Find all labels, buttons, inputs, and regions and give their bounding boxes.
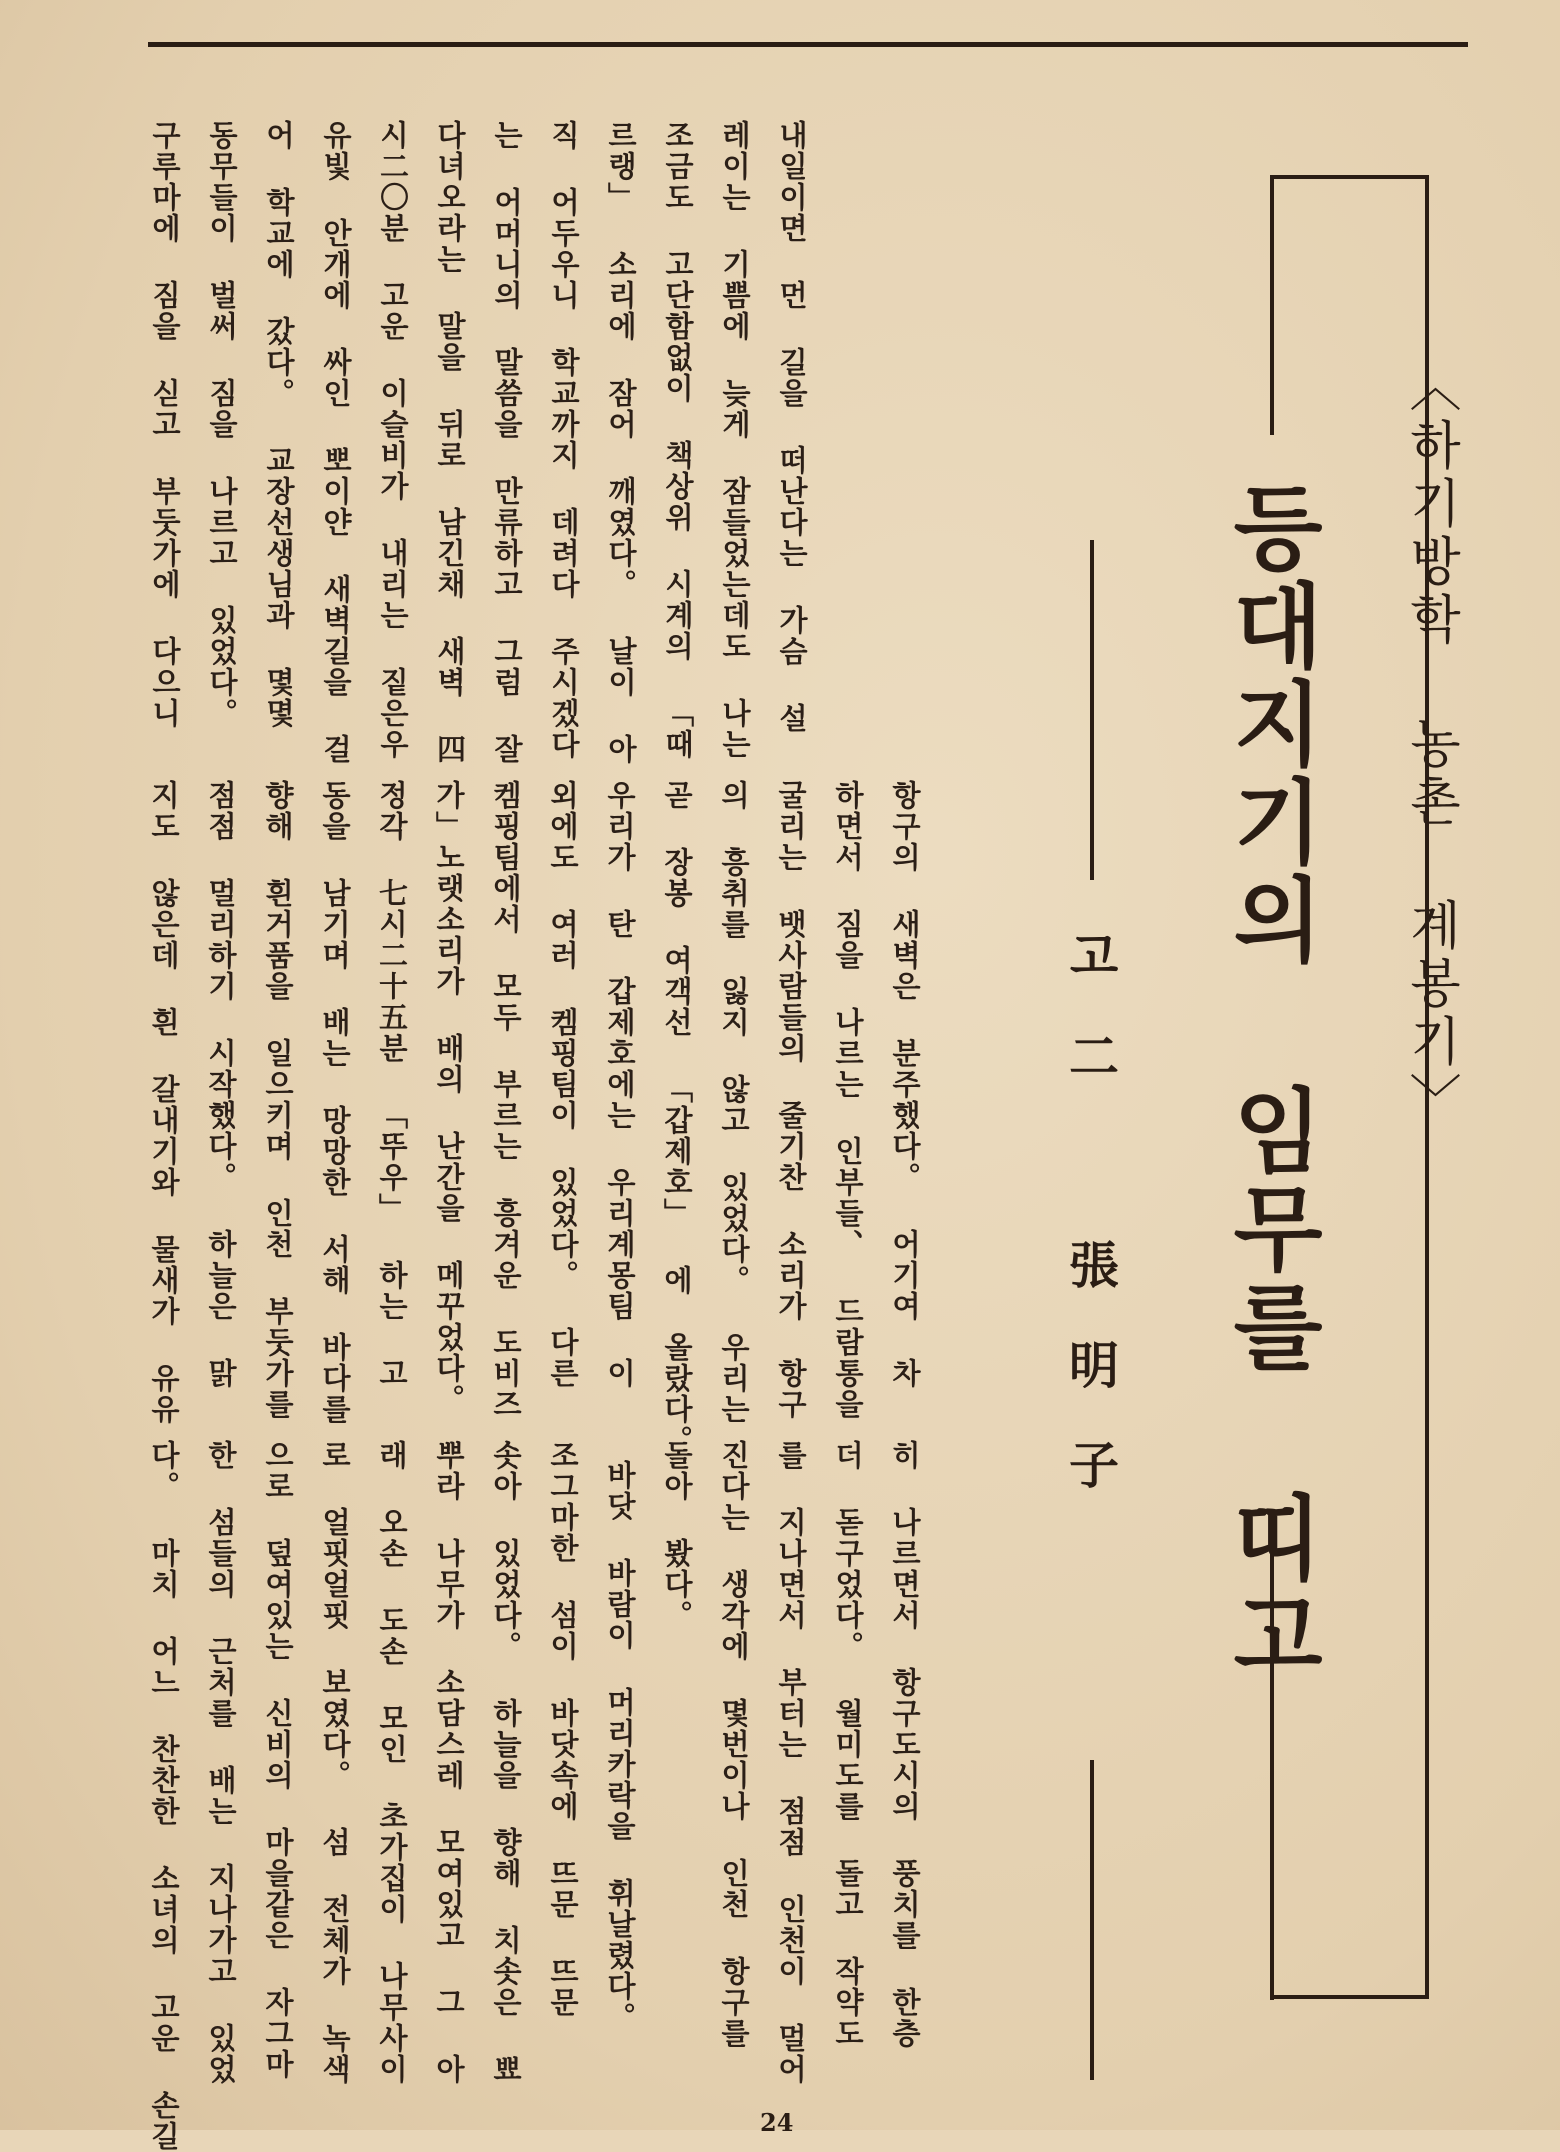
text-column: 우리가 탄 갑제호에는 우리계몽팀 이 [603, 780, 637, 1389]
text-column: 히 나르면서 항구도시의 풍치를 한층 [888, 1440, 922, 2049]
series-subtitle: 〈하기방학 농촌 계봉기〉 [1400, 360, 1460, 1130]
text-column: 유빛 안개에 싸인 뽀이얀 새벽길을 걸 [319, 120, 353, 765]
author-rule-bottom [1090, 1760, 1094, 2080]
text-column: 향해 흰거품을 일으키며 인천 부둣가를 [261, 780, 295, 1420]
text-column: 으로 덮여있는 신비의 마을같은 자그마 [261, 1440, 295, 2080]
article-title: 등대지기의 임무를 띠고 [1217, 480, 1324, 1686]
text-column: 동무들이 벌써 짐을 나르고 있었다。 [205, 120, 239, 729]
text-column: 바닷 바람이 머리카락을 휘날렸다。 [603, 1460, 637, 2033]
text-column: 어 학교에 갔다。 교장선생님과 몇몇 [262, 120, 296, 729]
text-column: 하면서 짐을 나르는 인부들、 드람통을 [831, 780, 865, 1420]
frame-left-top [1270, 175, 1274, 435]
text-column: 조그마한 섬이 바닷속에 뜨문 뜨문 [546, 1440, 580, 2018]
text-column: 구루마에 짐을 싣고 부둣가에 다으니 [148, 120, 182, 729]
text-column: 를 지나면서 부터는 점점 인천이 멀어 [774, 1440, 808, 2085]
top-rule [148, 42, 1468, 47]
text-column: 솟아 있었다。 하늘을 향해 치솟은 뾰 [489, 1440, 523, 2085]
text-column: 다。 마치 어느 찬찬한 소녀의 고운 손길 [147, 1440, 181, 2152]
text-column: 시二〇분 고운 이슬비가 내리는 짙은우 [376, 120, 410, 760]
author-rule-top [1090, 540, 1094, 880]
text-column: 외에도 여러 켐핑팀이 있었다。 다른 [546, 780, 580, 1389]
text-column: 조금도 고단함없이 책상위 시계의 「때 [661, 120, 695, 760]
text-column: 돌아 봤다。 [660, 1440, 694, 1631]
text-column: 굴리는 뱃사람들의 줄기찬 소리가 항구 [774, 780, 808, 1420]
text-column: 내일이면 먼 길을 떠난다는 가슴 설 [775, 120, 809, 734]
text-column: 더 돋구었다。 월미도를 돌고 작약도 [831, 1440, 865, 2049]
page-number: 24 [760, 2108, 794, 2137]
text-column: 진다는 생각에 몇번이나 인천 항구를 [717, 1440, 751, 2049]
text-column: 지도 않은데 흰 갈내기와 물새가 유유 [147, 780, 181, 1425]
text-column: 동을 남기며 배는 망망한 서해 바다를 [318, 780, 352, 1425]
frame-top [1270, 175, 1425, 179]
text-column: 르랭」 소리에 잠어 깨였다。 날이 아 [604, 120, 638, 765]
text-column: 켐핑팀에서 모두 부르는 흥겨운 도비즈 [489, 780, 523, 1420]
text-column: 한 섬들의 근처를 배는 지나가고 있었 [204, 1440, 238, 2085]
text-column: 다녀오라는 말을 뒤로 남긴채 새벽 四 [433, 120, 467, 765]
text-column: 래 오손 도손 모인 초가집이 나무사이 [375, 1440, 409, 2085]
text-column: 가」노랫소리가 배의 난간을 메꾸었다。 [432, 780, 466, 1415]
text-column: 직 어두우니 학교까지 데려다 주시겠다 [547, 120, 581, 760]
text-column: 는 어머니의 말씀을 만류하고 그럼 잘 [490, 120, 524, 765]
text-column: 레이는 기쁨에 늦게 잠들었는데도 나는 [718, 120, 752, 760]
text-column: 점점 멀리하기 시작했다。 하늘은 맑 [204, 780, 238, 1389]
text-column: 항구의 새벽은 분주했다。 어기여 차 [888, 780, 922, 1389]
text-column: 곧 장봉 여객선 「갑제호」 에 올랐다。 [660, 780, 694, 1456]
text-column: 의 흥취를 잃지 않고 있었다。 우리는 [717, 780, 751, 1425]
text-column: 로 얼핏얼핏 보였다。 섬 전체가 녹색 [318, 1440, 352, 2085]
text-column: 정각 七시二十五분 「뚜우」 하는 고 [375, 780, 409, 1389]
text-column: 뿌라 나무가 소담스레 모여있고 그 아 [432, 1440, 466, 2085]
frame-bottom [1270, 1995, 1429, 1999]
author-byline: 고二 張明子 [1061, 930, 1120, 1539]
